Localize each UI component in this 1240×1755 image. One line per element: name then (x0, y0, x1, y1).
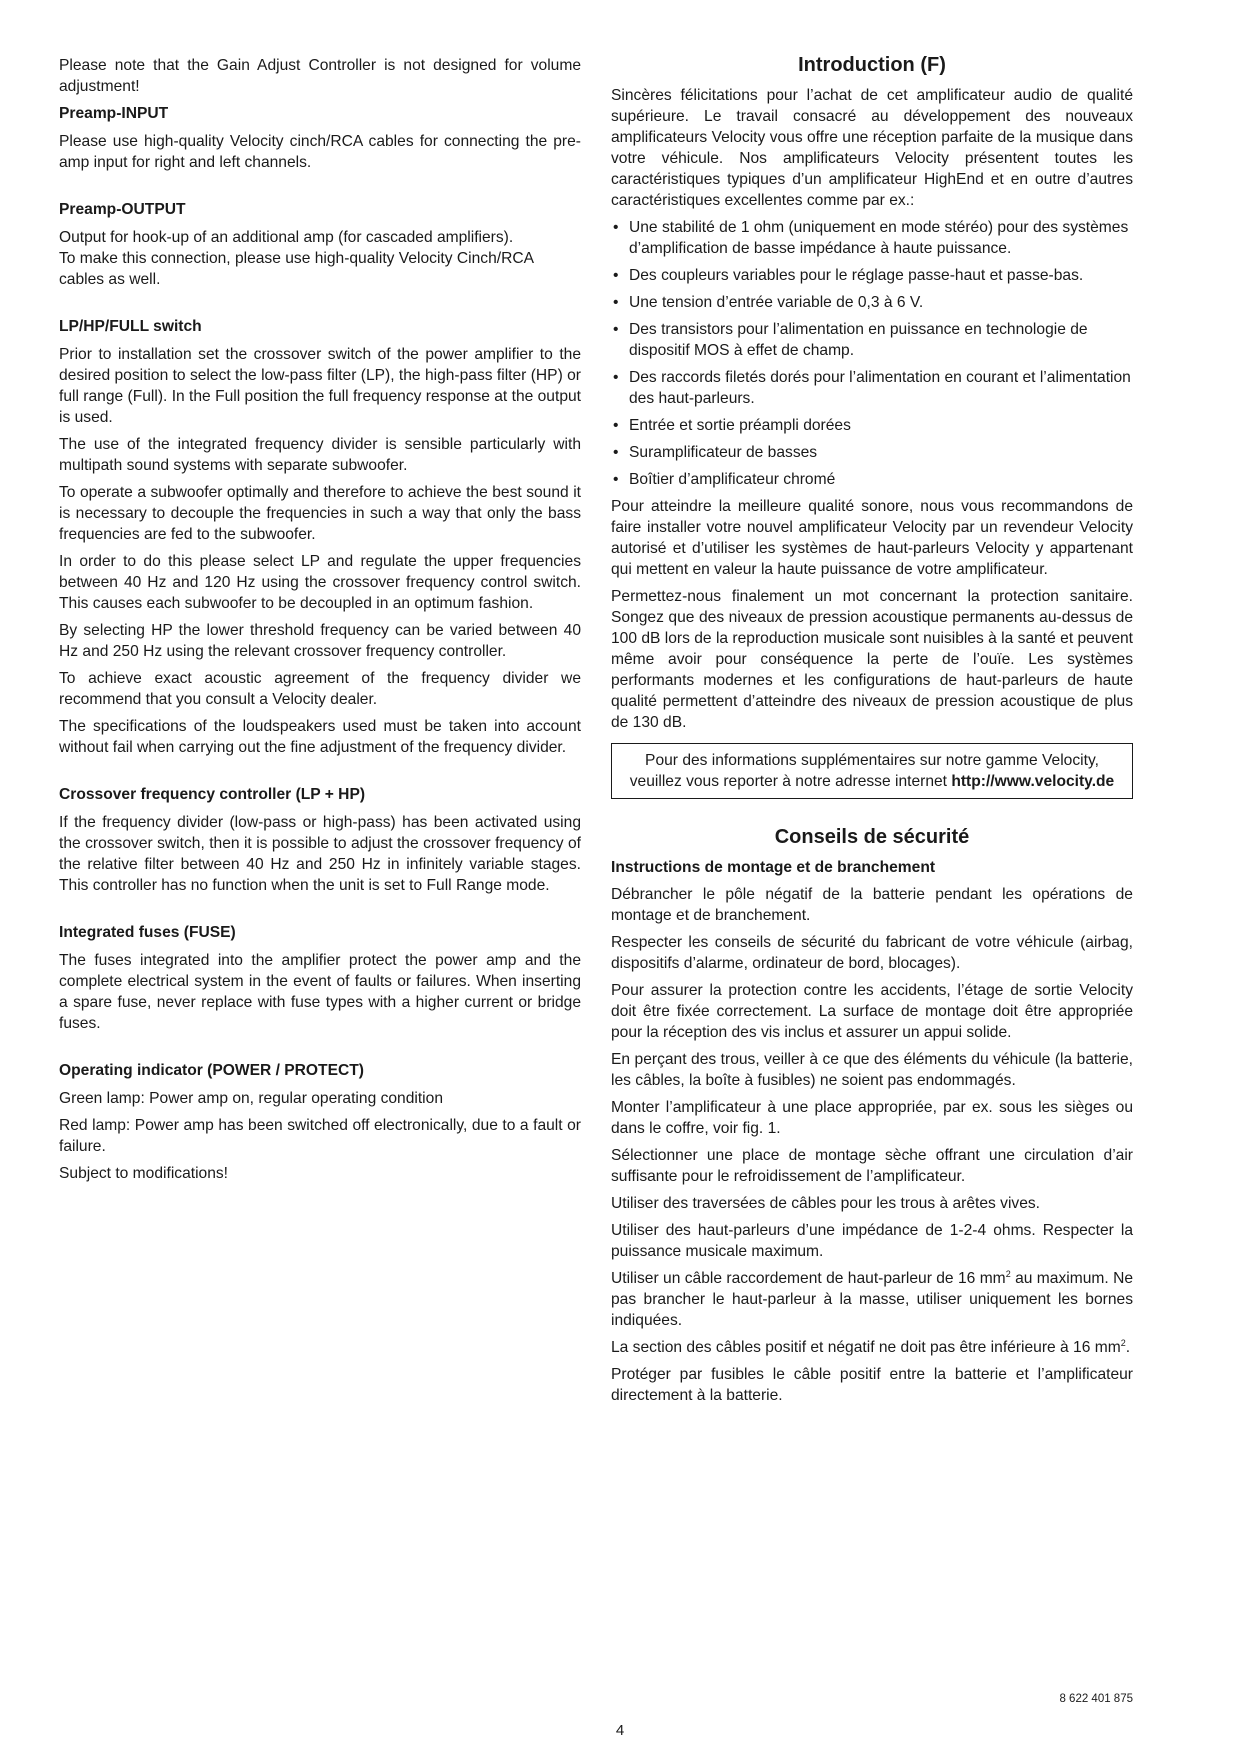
introduction-lead: Sincères félicitations pour l’achat de cet amplificateur audio de qualité supérieure. Le travail consacré au développement des nouveaux amplificateurs Velocity vous offre une réception parfaite de la musique dans votre véhicule. Nos amplificateurs Velocity présentent toutes les caractéristiques typiques d’un amplificateur HighEnd et en outre d’autres caractéristiques excellentes comme par ex.: (611, 87, 1133, 209)
lp-hp-full-paragraph: To operate a subwoofer optimally and therefore to achieve the best sound it is necessary to decouple the frequencies in such a way that only the bass frequencies are fed to the subwoofer. (59, 484, 581, 543)
indicator-section (59, 1060, 581, 1184)
feature-item: • Suramplificateur de basses (611, 442, 1133, 463)
safety-paragraph: Respecter les conseils de sécurité du fabricant de votre véhicule (airbag, dispositifs d’alarme, ordinateur de bord, blocages). (611, 934, 1133, 972)
safety-paragraph: Sélectionner une place de montage sèche offrant une circulation d’air suffisante pour le refroidissement de l’amplificateur. (611, 1147, 1133, 1185)
lp-hp-full-paragraph: By selecting HP the lower threshold frequency can be varied between 40 Hz and 250 Hz using the relevant crossover frequency controller. (59, 622, 581, 660)
safety-cable-paragraph (611, 1268, 1133, 1331)
feature-item: • Entrée et sortie préampli dorées (611, 415, 1133, 436)
cable-superscript: 2 (1005, 1268, 1011, 1279)
feature-item: • Boîtier d’amplificateur chromé (611, 469, 1133, 490)
lp-hp-full-section (59, 316, 581, 758)
info-box-text: Pour des informations supplémentaires sur notre gamme Velocity, veuillez vous reporter à notre adresse internet (629, 752, 1099, 790)
feature-item: • Une tension d’entrée variable de 0,3 à 6 V. (611, 292, 1133, 313)
safety-paragraph: Débrancher le pôle négatif de la batterie pendant les opérations de montage et de branchement. (611, 886, 1133, 924)
left-column (59, 55, 581, 1190)
info-box (611, 743, 1133, 799)
preamp-output-line1: Output for hook-up of an additional amp (for cascaded amplifiers). (59, 229, 514, 246)
gain-adjust-note: Please note that the Gain Adjust Controller is not designed for volume adjustment! (59, 57, 581, 95)
section-text-b: . (1125, 1339, 1131, 1356)
indicator-paragraph: Green lamp: Power amp on, regular operating condition (59, 1090, 443, 1107)
preamp-output-section (59, 199, 581, 290)
feature-item: • Des coupleurs variables pour le réglage passe-haut et passe-bas. (611, 265, 1133, 286)
safety-section-paragraph (611, 1337, 1133, 1358)
preamp-output-line2: To make this connection, please use high-quality Velocity Cinch/RCA cables as well. (59, 250, 534, 288)
introduction-recommendation: Pour atteindre la meilleure qualité sonore, nous vous recommandons de faire installer votre nouvel amplificateur Velocity par un revendeur Velocity autorisé et d’utiliser les systèmes de haut-parleurs Velocity y appartenant qui mettent en valeur la haute puissance de votre amplificateur. (611, 498, 1133, 578)
part-number: 8 622 401 875 (1059, 1693, 1133, 1705)
lp-hp-full-paragraph: The specifications of the loudspeakers used must be taken into account without fail when carrying out the fine adjustment of the frequency divider. (59, 718, 581, 756)
fuses-text: The fuses integrated into the amplifier protect the power amp and the complete electrical system in the event of faults or failures. When inserting a spare fuse, never replace with fuse types with a higher current or bridge fuses. (59, 952, 581, 1032)
introduction-health-note: Permettez-nous finalement un mot concernant la protection sanitaire. Songez que des niveaux de pression acoustique permanents au-dessus de 100 dB lors de la reproduction musicale sont nuisibles à la santé et peuvent même avoir pour conséquence la perte de l’ouïe. Les systèmes performants modernes et les configurations de haut-parleurs de haute qualité permettent d’atteindre des niveaux de pression acoustique de plus de 130 dB. (611, 588, 1133, 731)
indicator-paragraph: Subject to modifications! (59, 1165, 229, 1182)
lp-hp-full-paragraph: In order to do this please select LP and regulate the upper frequencies between 40 Hz and 120 Hz using the crossover frequency control switch. This causes each subwoofer to be decoupled in an optimum fashion. (59, 553, 581, 612)
safety-paragraph: Monter l’amplificateur à une place appropriée, par ex. sous les sièges ou dans le coffre, voir fig. 1. (611, 1099, 1133, 1137)
safety-last-paragraph: Protéger par fusibles le câble positif entre la batterie et l’amplificateur directement à la batterie. (611, 1366, 1133, 1404)
feature-list (611, 217, 1133, 490)
preamp-output-heading: Preamp-OUTPUT (59, 201, 186, 218)
fuses-section (59, 922, 581, 1034)
section-text-a: La section des câbles positif et négatif ne doit pas être inférieure à 16 mm (611, 1339, 1121, 1356)
crossover-section (59, 784, 581, 896)
safety-section (611, 827, 1133, 1406)
fuses-heading: Integrated fuses (FUSE) (59, 924, 236, 941)
indicator-heading: Operating indicator (POWER / PROTECT) (59, 1062, 364, 1079)
safety-paragraph: Pour assurer la protection contre les accidents, l’étage de sortie Velocity doit être fixée correctement. La surface de montage doit être appropriée pour la réception des vis inclus et assurer un appui solide. (611, 982, 1133, 1041)
safety-paragraph: Utiliser des haut-parleurs d’une impédance de 1-2-4 ohms. Respecter la puissance musicale maximum. (611, 1222, 1133, 1260)
feature-item: • Une stabilité de 1 ohm (uniquement en mode stéréo) pour des systèmes d’amplification de basse impédance à haute puissance. (611, 217, 1133, 259)
lp-hp-full-paragraph: Prior to installation set the crossover switch of the power amplifier to the desired position to select the low-pass filter (LP), the high-pass filter (HP) or full range (Full). In the Full position the full frequency response at the output is used. (59, 346, 581, 426)
preamp-input-section (59, 103, 581, 173)
lp-hp-full-paragraph: The use of the integrated frequency divider is sensible particularly with multipath sound systems with separate subwoofer. (59, 436, 581, 474)
feature-item: • Des transistors pour l’alimentation en puissance en technologie de dispositif MOS à effet de champ. (611, 319, 1133, 361)
feature-item: • Des raccords filetés dorés pour l’alimentation en courant et l’alimentation des haut-parleurs. (611, 367, 1133, 409)
page-number: 4 (615, 1722, 625, 1739)
safety-paragraph: Utiliser des traversées de câbles pour les trous à arêtes vives. (611, 1195, 1041, 1212)
preamp-input-text: Please use high-quality Velocity cinch/RCA cables for connecting the pre-amp input for right and left channels. (59, 133, 581, 171)
cable-text-a: Utiliser un câble raccordement de haut-parleur de 16 mm (611, 1270, 1006, 1287)
crossover-heading: Crossover frequency controller (LP + HP) (59, 786, 366, 803)
safety-subtitle: Instructions de montage et de branchement (611, 859, 936, 876)
right-column (611, 55, 1133, 1412)
preamp-input-heading: Preamp-INPUT (59, 105, 169, 122)
lp-hp-full-heading: LP/HP/FULL switch (59, 318, 202, 335)
indicator-paragraph: Red lamp: Power amp has been switched off electronically, due to a fault or failure. (59, 1117, 581, 1155)
crossover-text: If the frequency divider (low-pass or high-pass) has been activated using the crossover switch, then it is possible to adjust the crossover frequency of the relative filter between 40 Hz and 250 Hz in infinitely variable stages. This controller has no function when the unit is set to Full Range mode. (59, 814, 581, 894)
safety-paragraph: En perçant des trous, veiller à ce que des éléments du véhicule (la batterie, les câbles, la boîte à fusibles) ne soient pas endommagés. (611, 1051, 1133, 1089)
cable-text-b: au maximum. Ne pas brancher le haut-parleur à la masse, utiliser uniquement les bornes indiquées. (611, 1270, 1134, 1329)
section-superscript: 2 (1120, 1337, 1126, 1348)
website-link[interactable]: http://www.velocity.de (951, 773, 1115, 790)
introduction-title: Introduction (F) (798, 54, 946, 76)
safety-title: Conseils de sécurité (774, 826, 970, 848)
lp-hp-full-paragraph: To achieve exact acoustic agreement of the frequency divider we recommend that you consult a Velocity dealer. (59, 670, 581, 708)
